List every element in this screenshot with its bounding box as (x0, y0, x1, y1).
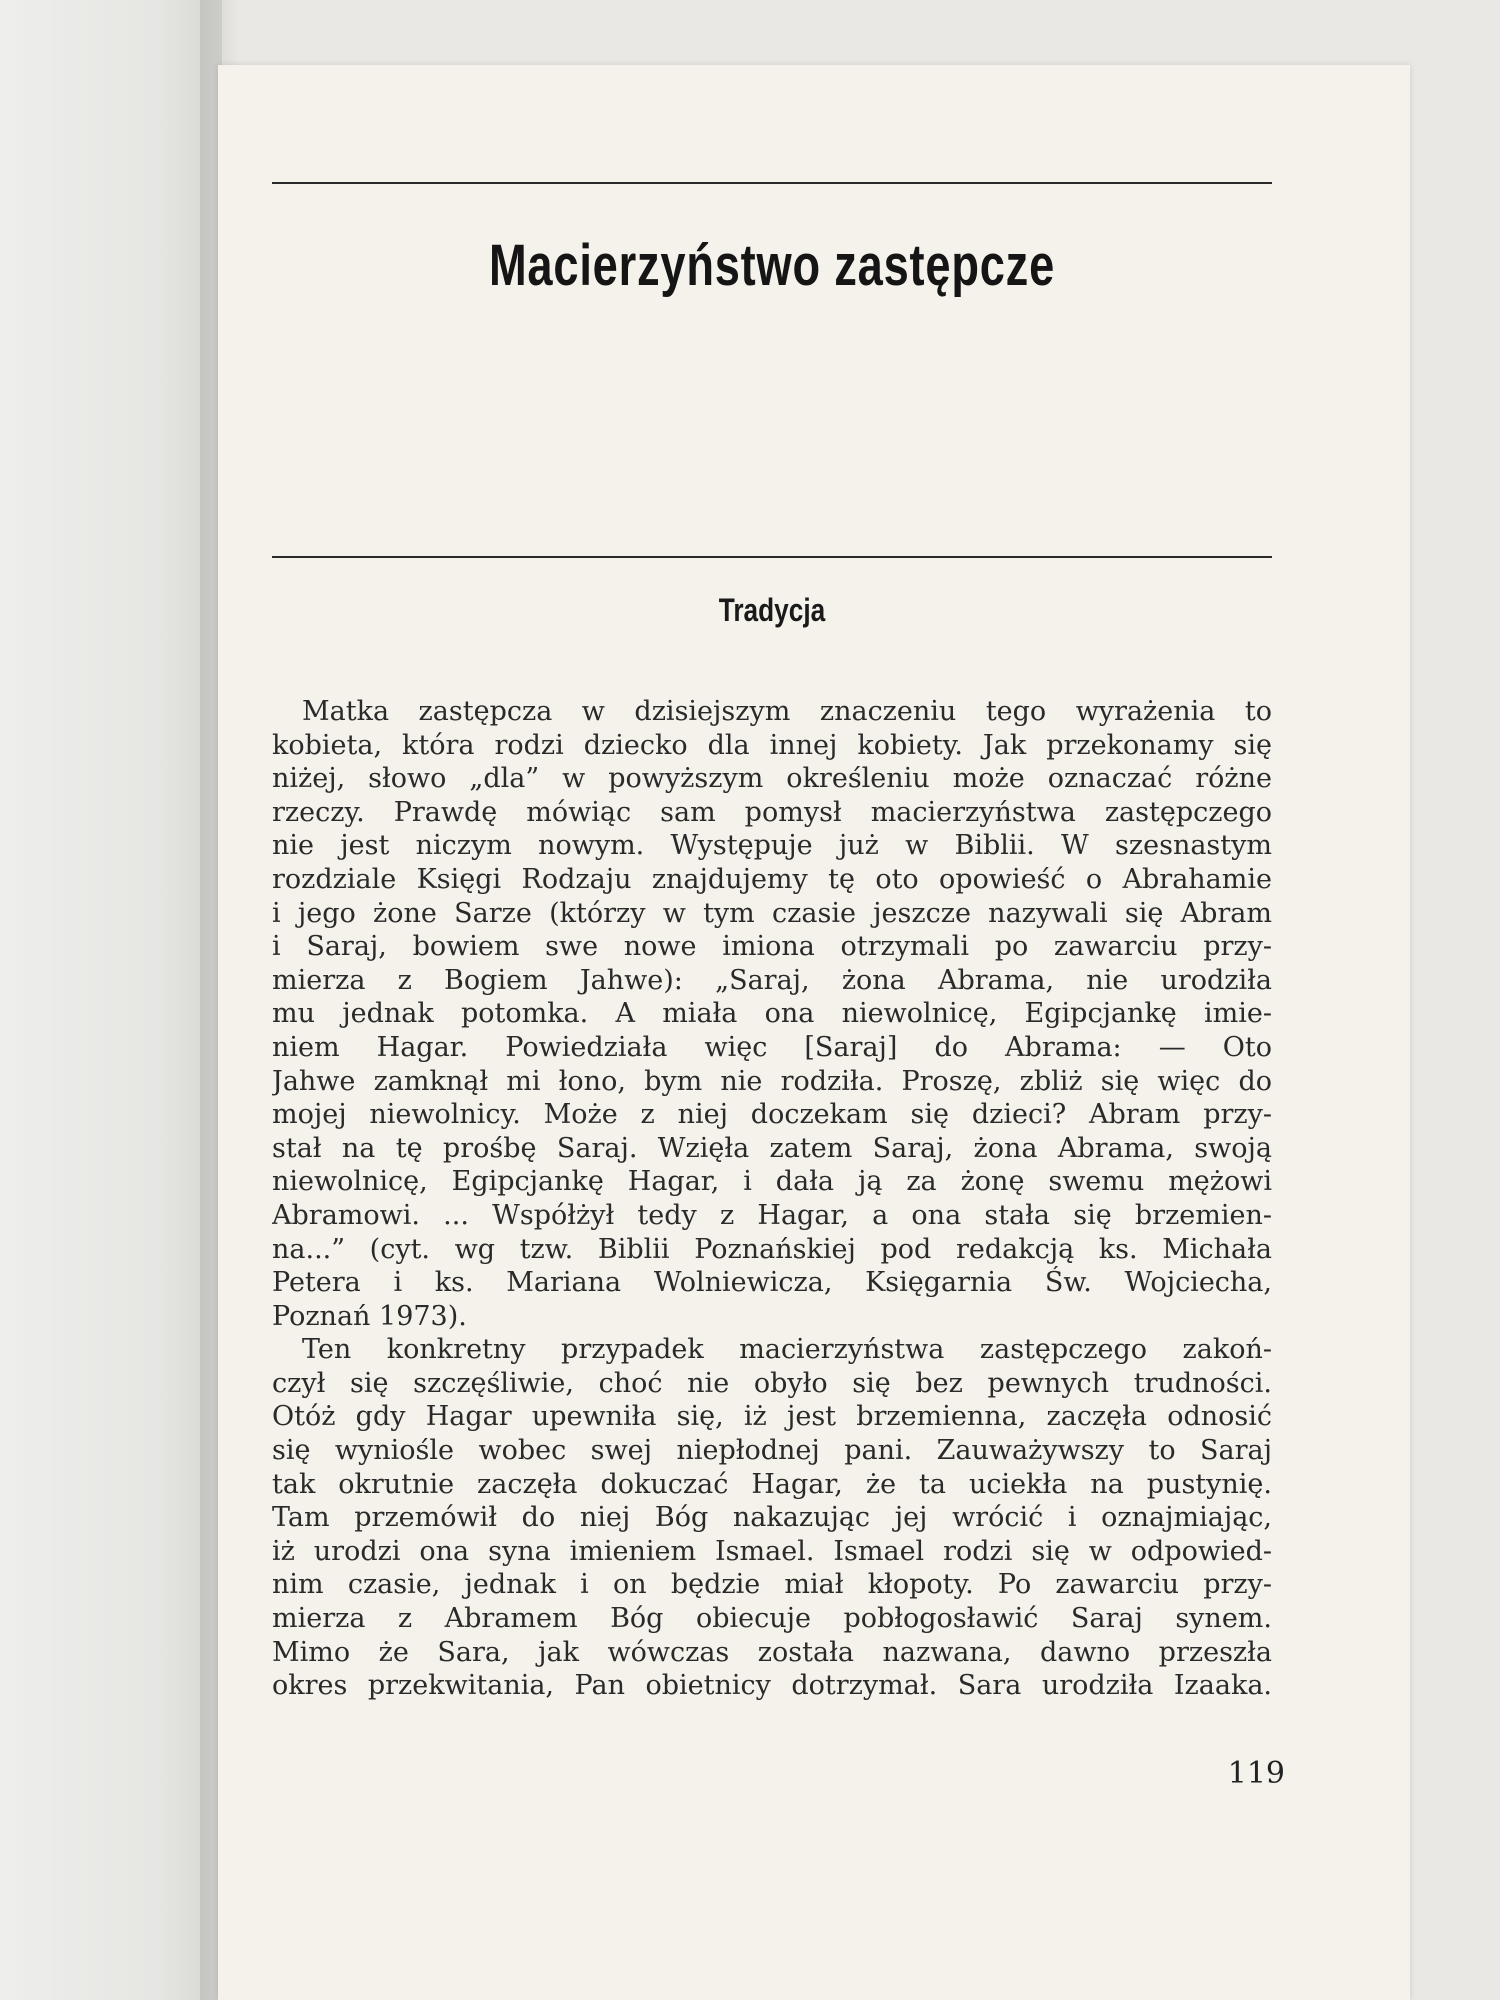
body-line: tak okrutnie zaczęła dokuczać Hagar, że ta uciekła na pustynię. (272, 1468, 1272, 1500)
body-line: rzeczy. Prawdę mówiąc sam pomysł macierzyństwa zastępczego (272, 796, 1272, 828)
section-title: Tradycja (718, 592, 826, 628)
body-line: mojej niewolnicy. Może z niej doczekam się dzieci? Abram przy- (272, 1099, 1272, 1131)
body-line: niżej, słowo „dla” w powyższym określeniu może oznaczać różne (272, 763, 1272, 795)
body-text (272, 695, 1272, 1703)
bottom-rule (272, 556, 1272, 558)
body-line: niewolnicę, Egipcjankę Hagar, i dała ją za żonę swemu mężowi (272, 1166, 1272, 1198)
chapter-title: Macierzyństwo zastępcze (488, 233, 1056, 298)
body-line: Mimo że Sara, jak wówczas została nazwana, dawno przeszła (272, 1636, 1272, 1668)
body-line: iż urodzi ona syna imieniem Ismael. Ismael rodzi się w odpowied- (272, 1535, 1272, 1567)
top-rule (272, 182, 1272, 184)
body-line: kobieta, która rodzi dziecko dla innej kobiety. Jak przekonamy się (272, 729, 1272, 761)
page-number: 119 (1227, 1756, 1285, 1791)
body-line: mierza z Abramem Bóg obiecuje pobłogosławić Saraj synem. (272, 1603, 1272, 1635)
body-line: Tam przemówił do niej Bóg nakazując jej wrócić i oznajmiając, (272, 1502, 1272, 1534)
body-line: Poznań 1973). (272, 1300, 467, 1332)
body-line: nie jest niczym nowym. Występuje już w Biblii. W szesnastym (272, 830, 1272, 862)
body-line: stał na tę prośbę Saraj. Wzięła zatem Saraj, żona Abrama, swoją (272, 1132, 1272, 1164)
body-line: Jahwe zamknął mi łono, bym nie rodziła. Proszę, zbliż się więc do (272, 1065, 1272, 1097)
facing-left-page (0, 0, 222, 2000)
body-line: okres przekwitania, Pan obietnicy dotrzymał. Sara urodziła Izaaka. (272, 1670, 1272, 1702)
body-line: Abramowi. ... Współżył tedy z Hagar, a ona stała się brzemien- (272, 1199, 1272, 1231)
body-line: mierza z Bogiem Jahwe): „Saraj, żona Abrama, nie urodziła (272, 964, 1272, 996)
body-line: nim czasie, jednak i on będzie miał kłopoty. Po zawarciu przy- (272, 1569, 1272, 1601)
body-line: Petera i ks. Mariana Wolniewicza, Księgarnia Św. Wojciecha, (272, 1267, 1272, 1299)
body-line: i jego żone Sarze (którzy w tym czasie jeszcze nazywali się Abram (272, 897, 1272, 929)
body-line: czył się szczęśliwie, choć nie obyło się bez pewnych trudności. (272, 1367, 1272, 1399)
body-line: się wyniośle wobec swej niepłodnej pani. Zauważywszy to Saraj (272, 1435, 1272, 1467)
body-line: rozdziale Księgi Rodzaju znajdujemy tę oto opowieść o Abrahamie (272, 863, 1272, 895)
body-line: mu jednak potomka. A miała ona niewolnicę, Egipcjankę imie- (272, 998, 1272, 1030)
body-line: niem Hagar. Powiedziała więc [Saraj] do Abrama: — Oto (272, 1031, 1272, 1063)
body-line: Matka zastępcza w dzisiejszym znaczeniu tego wyrażenia to (302, 696, 1272, 727)
body-line: i Saraj, bowiem swe nowe imiona otrzymali po zawarciu przy- (272, 931, 1272, 963)
body-line: Otóż gdy Hagar upewniła się, iż jest brzemienna, zaczęła odnosić (272, 1401, 1272, 1433)
body-line: na...” (cyt. wg tzw. Biblii Poznańskiej pod redakcją ks. Michała (272, 1233, 1272, 1265)
body-line: Ten konkretny przypadek macierzyństwa zastępczego zakoń- (302, 1334, 1272, 1366)
